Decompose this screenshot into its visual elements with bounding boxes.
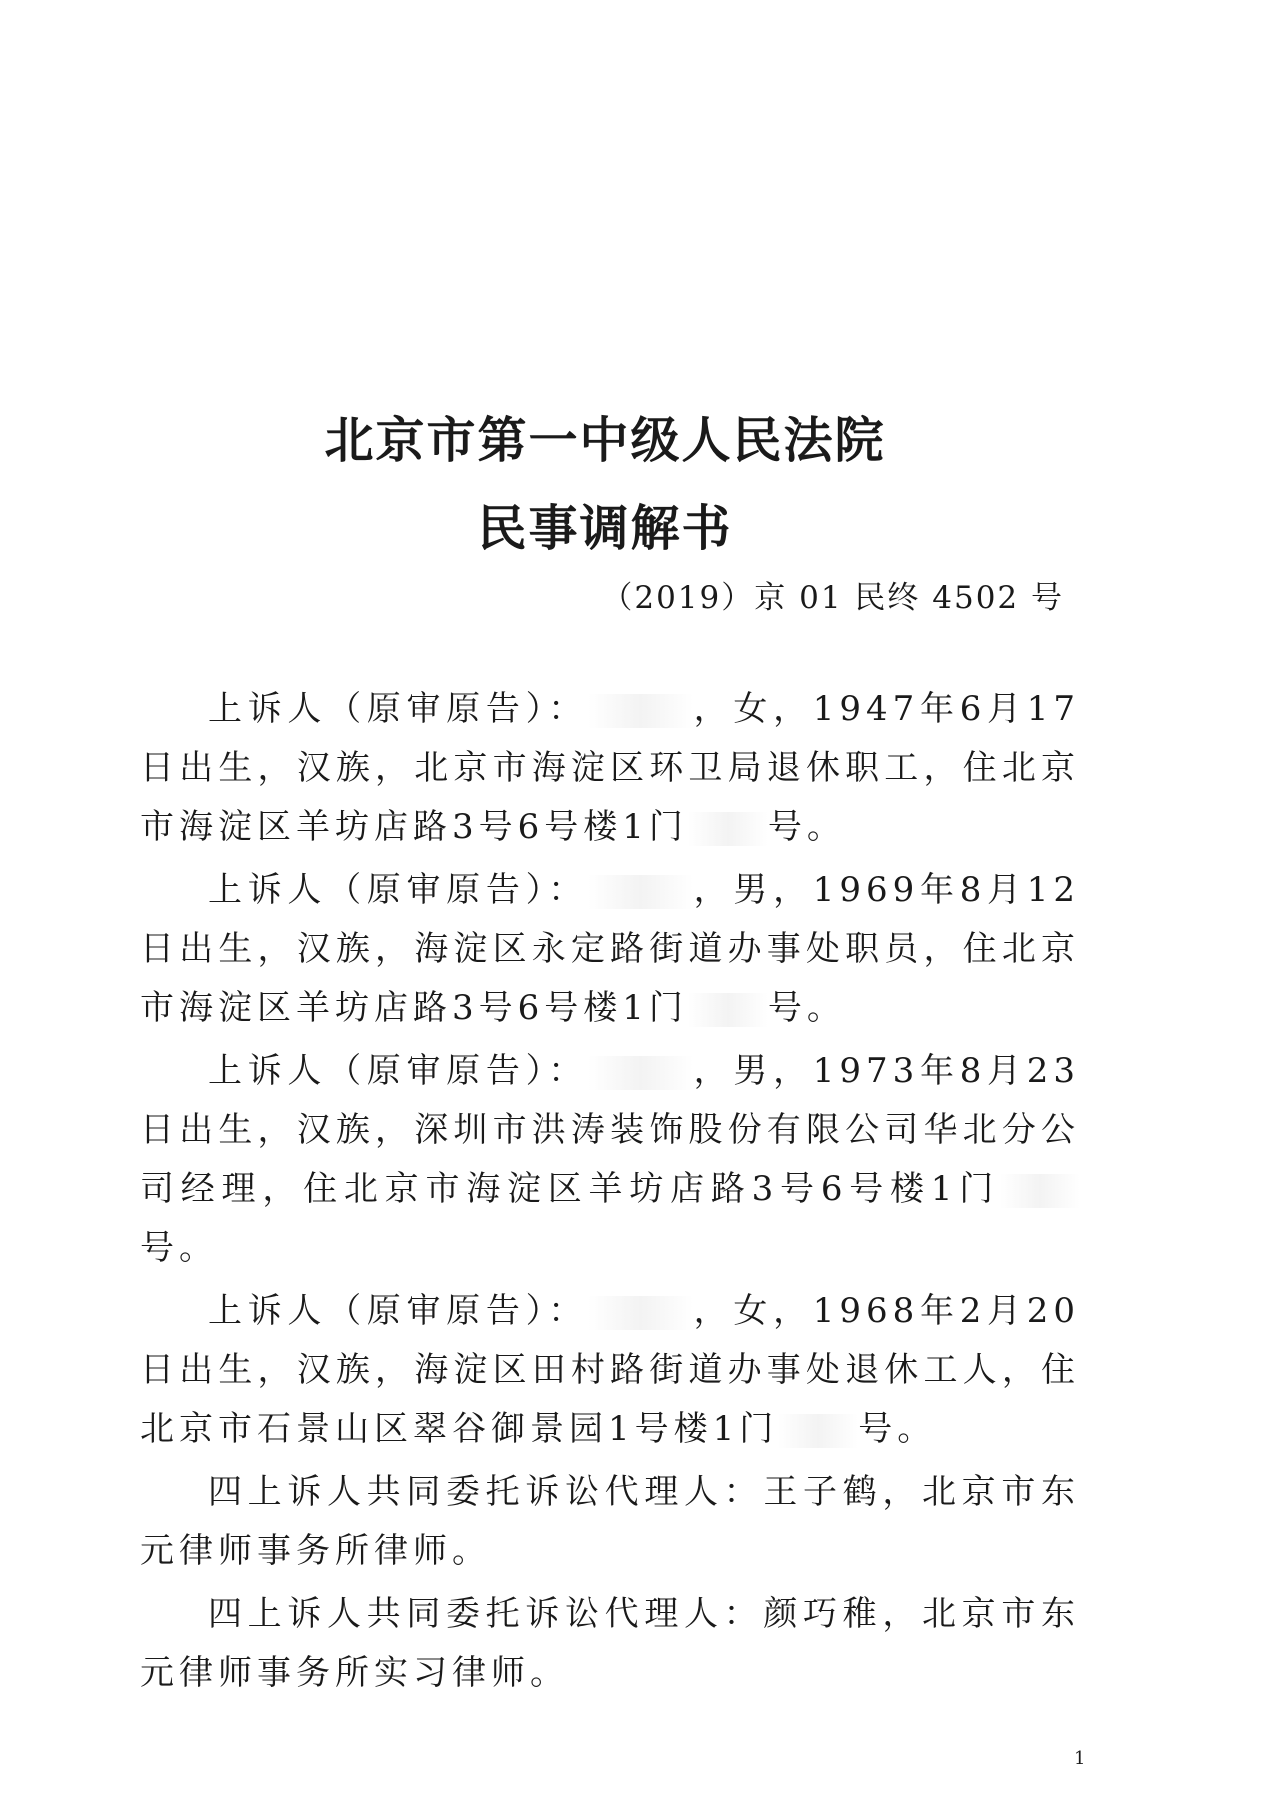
appellant-label: 上诉人（原审原告）： [208, 689, 588, 729]
agent-paragraph-2: 四上诉人共同委托诉讼代理人：颜巧稚，北京市东元律师事务所实习律师。 [140, 1594, 1080, 1693]
agent-paragraph-1: 四上诉人共同委托诉讼代理人：王子鹤，北京市东元律师事务所律师。 [140, 1472, 1080, 1571]
appellant-tail: 号。 [140, 1228, 218, 1268]
appellant-label: 上诉人（原审原告）： [208, 1291, 588, 1331]
appellant-details: ，女，1947年6月17日出生，汉族，北京市海淀区环卫局退休职工，住北京市海淀区羊坊店路3号6号楼1门 [140, 689, 1080, 847]
appellant-tail: 号。 [767, 988, 846, 1028]
redacted-name [588, 875, 693, 909]
appellant-details: ，男，1973年8月23日出生，汉族，深圳市洪涛装饰股份有限公司华北分公司经理，住北京市海淀区羊坊店路3号6号楼1门 [140, 1051, 1080, 1209]
appellant-paragraph-2 [140, 861, 1080, 1038]
appellant-tail: 号。 [858, 1409, 937, 1449]
appellant-paragraph-1 [140, 680, 1080, 857]
redacted-name [588, 694, 693, 728]
appellant-tail: 号。 [767, 807, 846, 847]
document-body [140, 680, 1080, 1707]
redacted-room [688, 812, 768, 846]
redacted-name [588, 1056, 693, 1090]
appellant-paragraph-4 [140, 1282, 1080, 1459]
redacted-room [1000, 1174, 1080, 1208]
redacted-room [688, 993, 768, 1027]
case-number: （2019）京 01 民终 4502 号 [601, 580, 1064, 616]
court-name-title: 北京市第一中级人民法院 [324, 411, 886, 469]
appellant-details: ，男，1969年8月12日出生，汉族，海淀区永定路街道办事处职员，住北京市海淀区羊坊店路3号6号楼1门 [140, 870, 1080, 1028]
redacted-room [778, 1414, 858, 1448]
appellant-paragraph-3 [140, 1042, 1080, 1278]
appellant-label: 上诉人（原审原告）： [208, 1051, 588, 1091]
document-type-title: 民事调解书 [477, 499, 733, 557]
page-number: 1 [1074, 1748, 1086, 1769]
appellant-details: ，女，1968年2月20日出生，汉族，海淀区田村路街道办事处退休工人，住北京市石景山区翠谷御景园1号楼1门 [140, 1291, 1080, 1449]
appellant-label: 上诉人（原审原告）： [208, 870, 588, 910]
redacted-name [588, 1296, 693, 1330]
